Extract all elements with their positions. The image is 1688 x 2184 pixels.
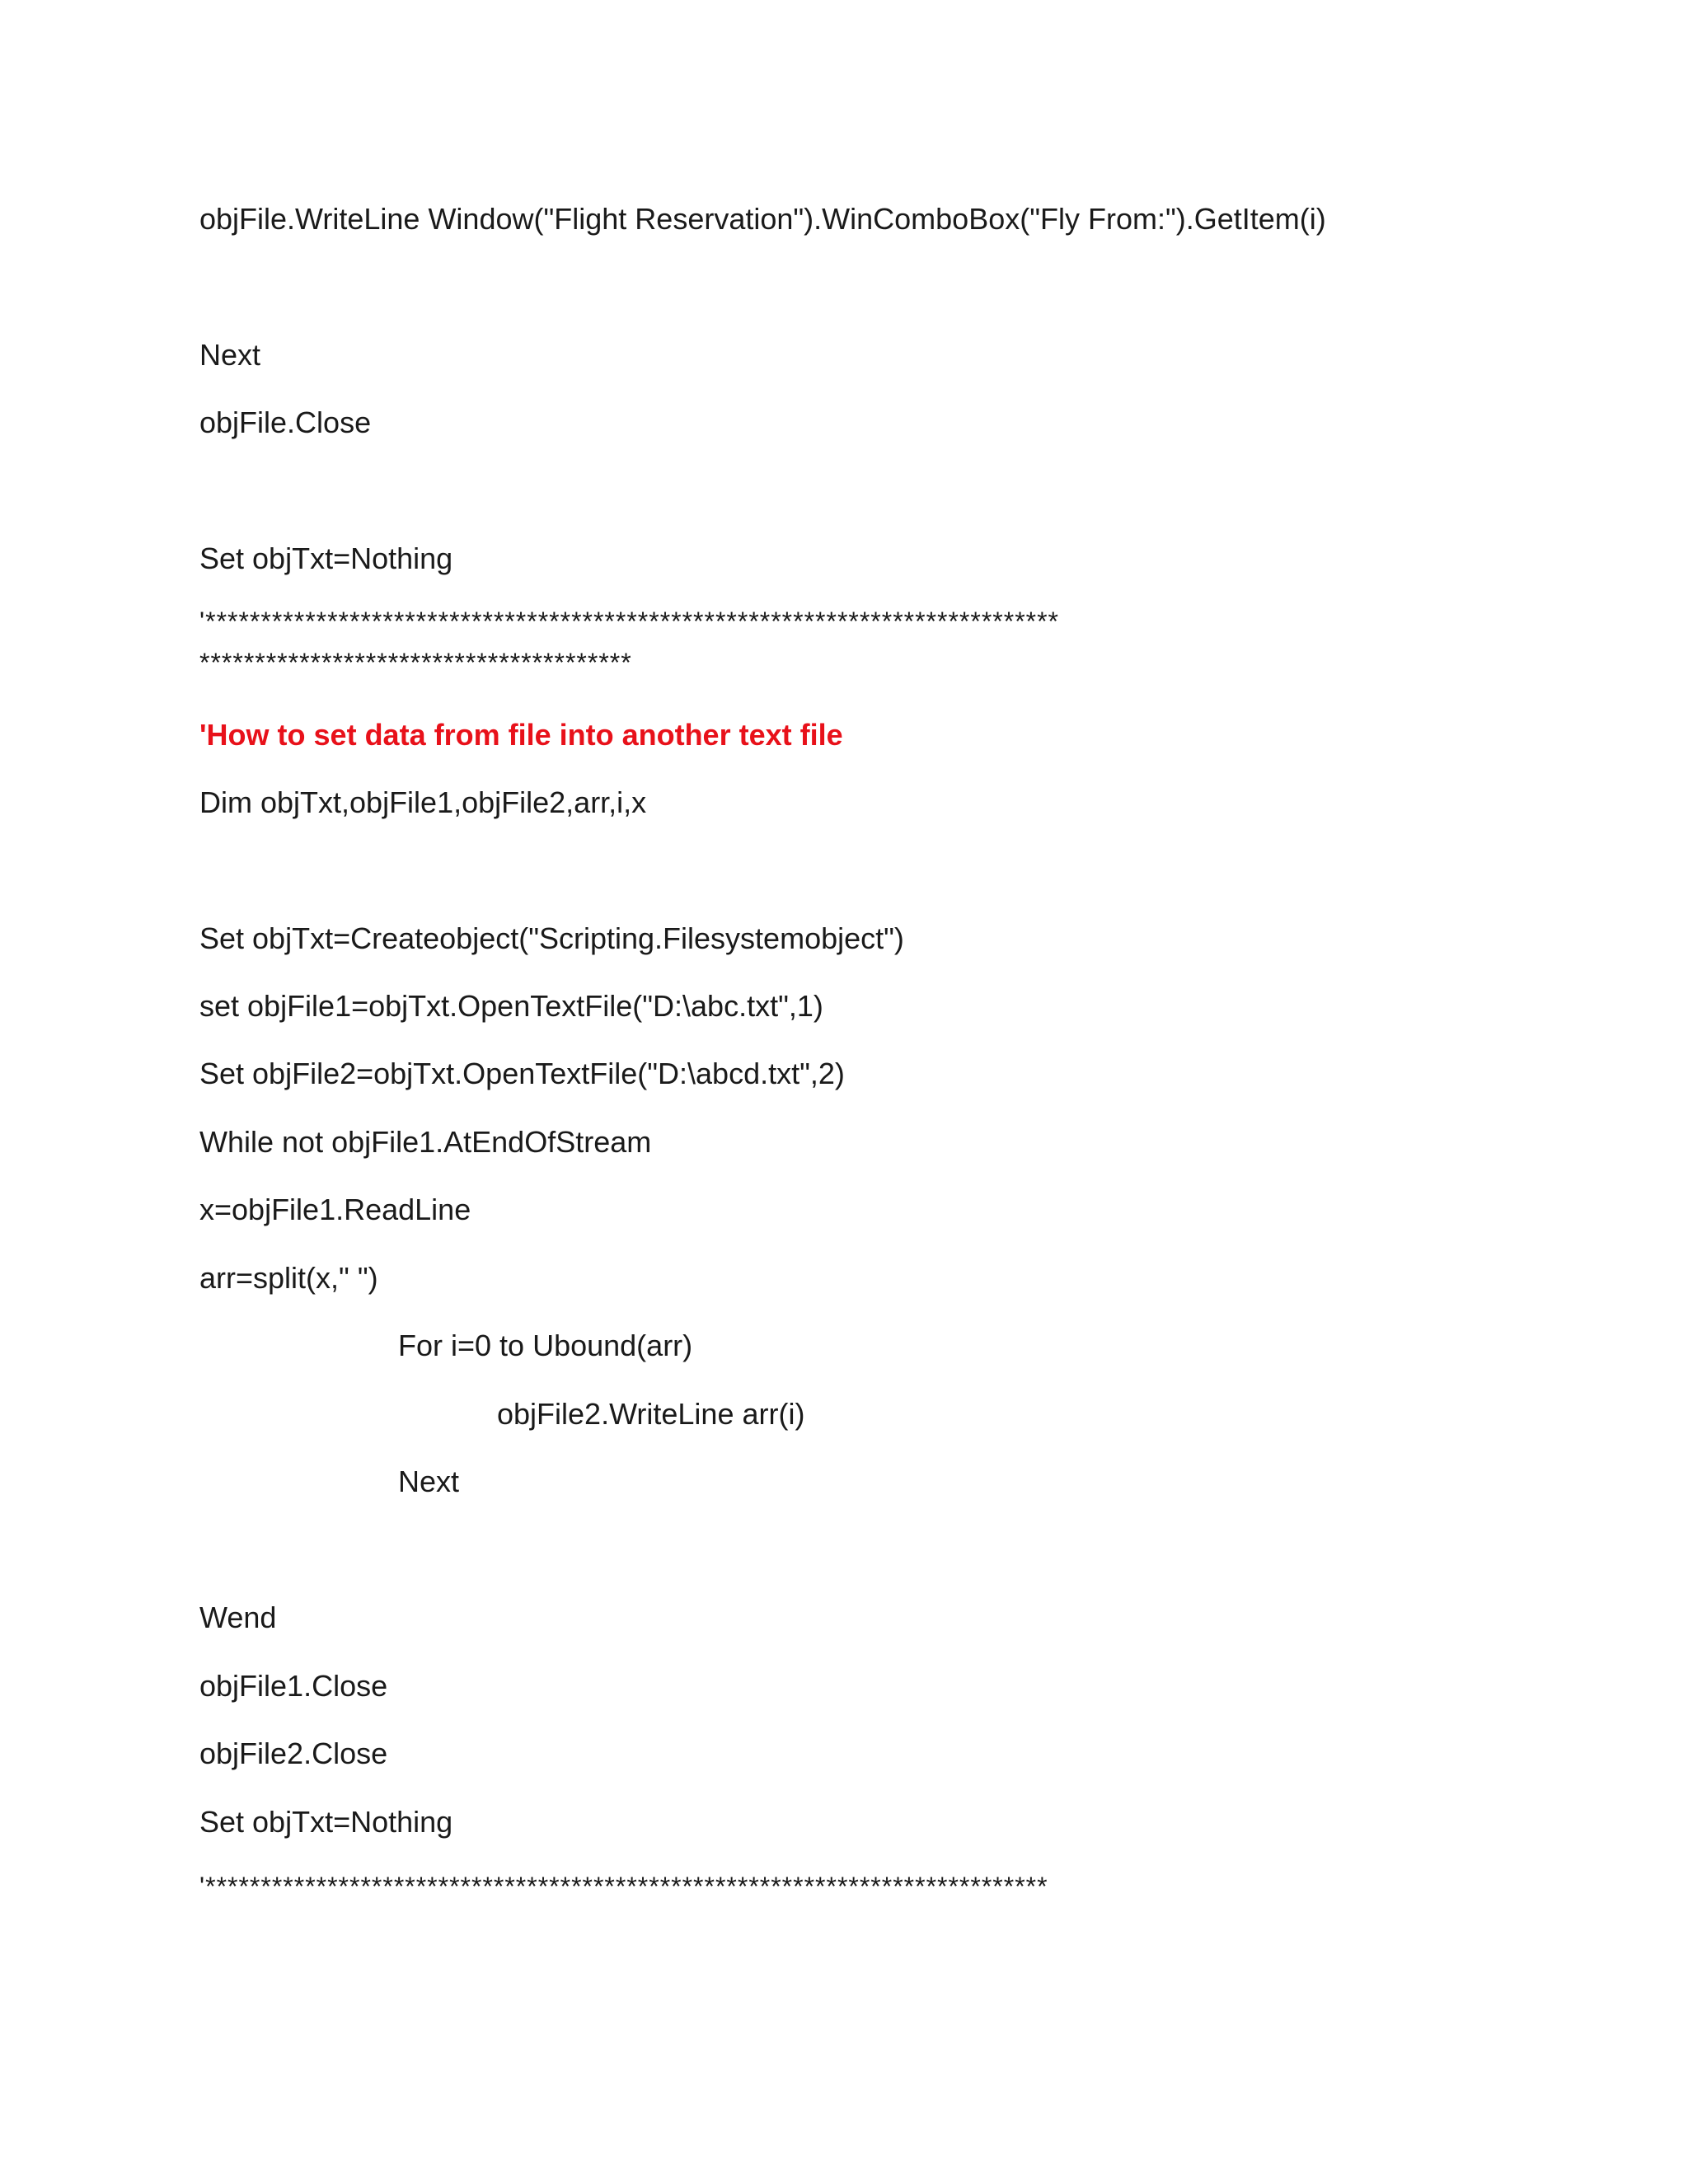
code-line: Wend — [199, 1601, 277, 1634]
code-line: arr=split(x," ") — [199, 1261, 378, 1295]
code-line: Set objTxt=Nothing — [199, 541, 453, 575]
section-heading: 'How to set data from file into another text file — [199, 718, 843, 752]
code-line: objFile1.Close — [199, 1669, 388, 1703]
code-line: Set objFile2=objTxt.OpenTextFile("D:\abcd.txt",2) — [199, 1057, 845, 1090]
code-line: Set objTxt=Nothing — [199, 1805, 453, 1839]
code-line: objFile.Close — [199, 405, 372, 439]
code-line: Next — [398, 1465, 460, 1498]
code-line: objFile2.Close — [199, 1736, 388, 1770]
code-line: Next — [199, 338, 261, 372]
code-line: Set objTxt=Createobject("Scripting.Filesystemobject") — [199, 921, 904, 955]
comment-separator: '**************************************************************************** — [199, 1872, 1048, 1901]
code-line: For i=0 to Ubound(arr) — [398, 1329, 693, 1362]
code-line: objFile.WriteLine Window("Flight Reservation").WinComboBox("Fly From:").GetItem(i) — [199, 202, 1326, 236]
comment-separator: *************************************** — [199, 648, 632, 677]
code-line: objFile2.WriteLine arr(i) — [497, 1397, 805, 1431]
code-line: While not objFile1.AtEndOfStream — [199, 1125, 652, 1159]
code-line: x=objFile1.ReadLine — [199, 1193, 471, 1226]
code-line: set objFile1=objTxt.OpenTextFile("D:\abc.txt",1) — [199, 989, 823, 1023]
code-line: Dim objTxt,objFile1,objFile2,arr,i,x — [199, 785, 647, 819]
comment-separator: '***************************************************************************** — [199, 607, 1059, 636]
